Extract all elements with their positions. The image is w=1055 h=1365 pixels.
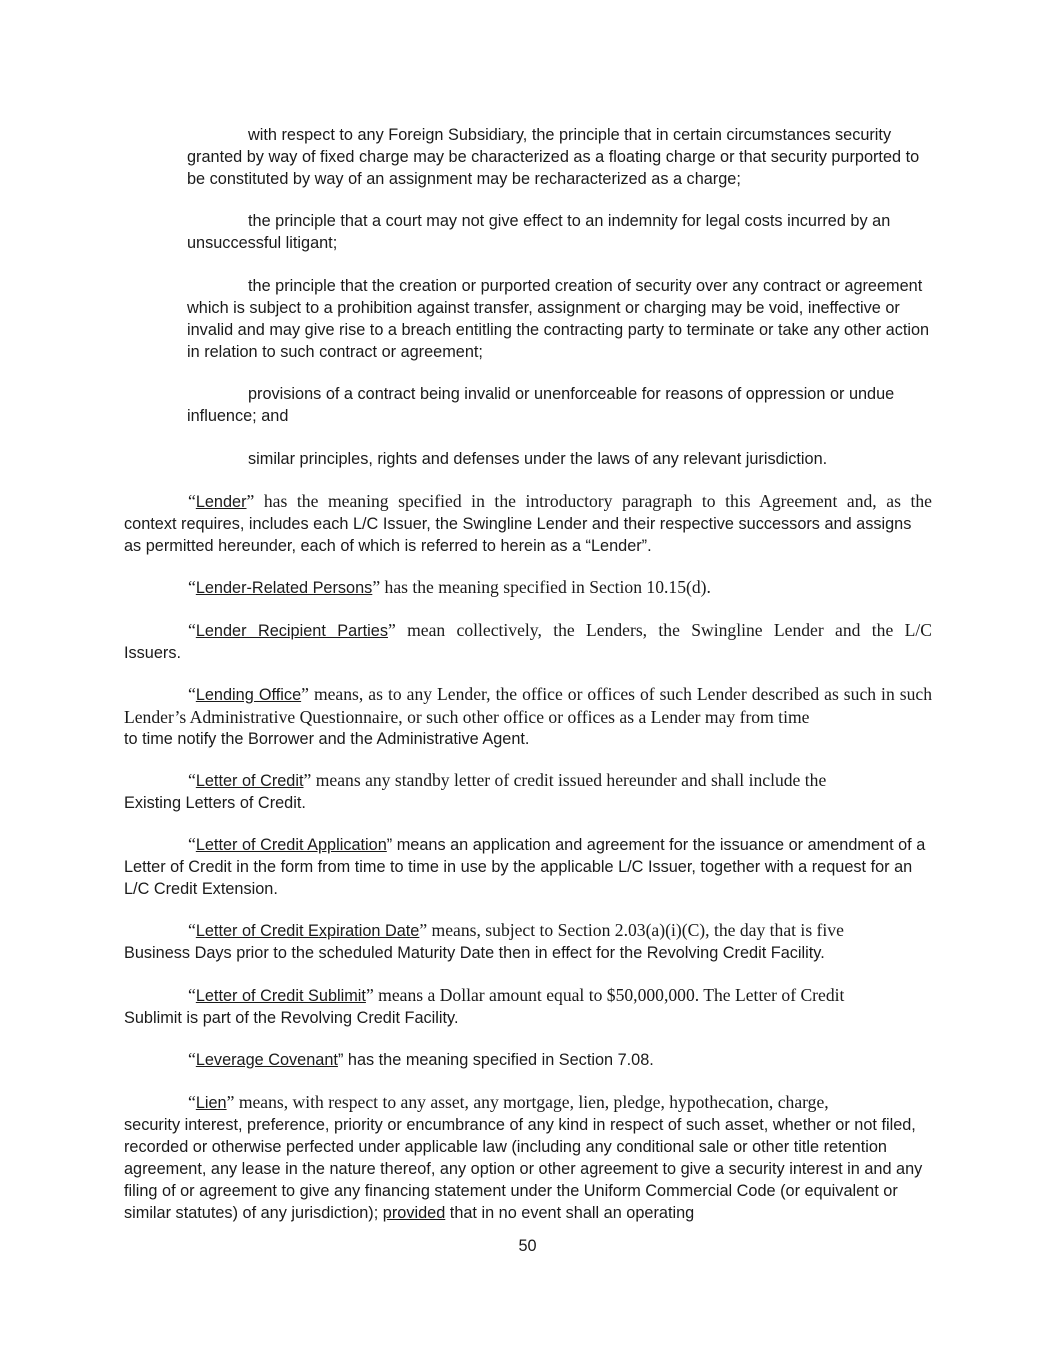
definition-letter-of-credit: “Letter of Credit” means any standby letter of credit issued hereunder and shall include the Existing Letters of Credit. <box>124 770 827 812</box>
definition-letter-of-credit-sublimit: “Letter of Credit Sublimit” means a Dollar amount equal to $50,000,000. The Letter of Credit Sublimit is part of the Revolving Credit Facility. <box>124 985 845 1027</box>
defined-term: Letter of Credit Application <box>195 836 387 854</box>
sub-clause-similar-principles: similar principles, rights and defenses under the laws of any relevant jurisdiction. <box>248 450 828 468</box>
definition-lender: “Lender” has the meaning specified in the introductory paragraph to this Agreement and, as the context requires, includes each L/C Issuer, the Swingline Lender and their respective successors and assigns as permitted hereunder, each of which is referred to herein as a “Lender”. <box>124 491 932 555</box>
sub-clause-oppression: provisions of a contract being invalid or unenforceable for reasons of oppression or undue influence; and <box>187 385 895 425</box>
defined-term: Leverage Covenant <box>195 1051 338 1069</box>
definition-letter-of-credit-application: “Letter of Credit Application” means an application and agreement for the issuance or amendment of a Letter of Credit in the form from time to time in use by the applicable L/C Issuer, together with a request for an L/C Credit Extension. <box>124 834 926 898</box>
defined-term: Letter of Credit <box>195 772 304 790</box>
defined-term: Lender <box>195 493 247 511</box>
sub-clause-indemnity: the principle that a court may not give effect to an indemnity for legal costs incurred by an unsuccessful litigant; <box>187 212 891 252</box>
definition-lien: “Lien” means, with respect to any asset, any mortgage, lien, pledge, hypothecation, charge, security interest, preference, priority or encumbrance of any kind in respect of such asset, whether or not filed, recorded or otherwise perfected under applicable law (including any conditional sale or other title retention agreement, any lease in the nature thereof, any option or other agreement to give a security interest in and any filing of or agreement to give any financing statement under the Uniform Commercial Code (or equivalent or similar statutes) of any jurisdiction); provided that in no event shall an operating <box>124 1092 923 1222</box>
sub-clause-security-over-contract: the principle that the creation or purported creation of security over any contract or agreement which is subject to a prohibition against transfer, assignment or charging may be void, ineffective or invalid and may give rise to a breach entitling the contracting party to terminate or take any other action in relation to such contract or agreement; <box>187 277 930 361</box>
defined-term: Letter of Credit Expiration Date <box>195 922 420 940</box>
definition-lending-office: “Lending Office” means, as to any Lender, the office or offices of such Lender described as such in such Lender’s Administrative Questionnaire, or such other office or offices as a Lender may from time to time notify the Borrower and the Administrative Agent. <box>124 684 932 748</box>
defined-term: Lender-Related Persons <box>195 579 373 597</box>
defined-term: Lending Office <box>195 686 302 704</box>
definition-lender-related-persons: “Lender-Related Persons” has the meaning specified in Section 10.15(d). <box>188 577 711 597</box>
definition-leverage-covenant: “Leverage Covenant” has the meaning specified in Section 7.08. <box>188 1049 654 1069</box>
defined-term: Lien <box>195 1094 227 1112</box>
sub-clause-foreign-subsidiary: with respect to any Foreign Subsidiary, the principle that in certain circumstances security granted by way of fixed charge may be characterized as a floating charge or that security purported to be constituted by way of an assignment may be recharacterized as a charge; <box>187 126 920 188</box>
defined-term: Lender Recipient Parties <box>195 622 388 640</box>
definition-lender-recipient-parties: “Lender Recipient Parties” mean collectively, the Lenders, the Swingline Lender and the L/C Issuers. <box>124 620 932 662</box>
definition-letter-of-credit-expiration-date: “Letter of Credit Expiration Date” means, subject to Section 2.03(a)(i)(C), the day that is five Business Days prior to the scheduled Maturity Date then in effect for the Revolving Credit Facility. <box>124 920 844 962</box>
provided-term: provided <box>382 1204 446 1222</box>
defined-term: Letter of Credit Sublimit <box>195 987 366 1005</box>
page-number: 50 <box>518 1237 537 1255</box>
